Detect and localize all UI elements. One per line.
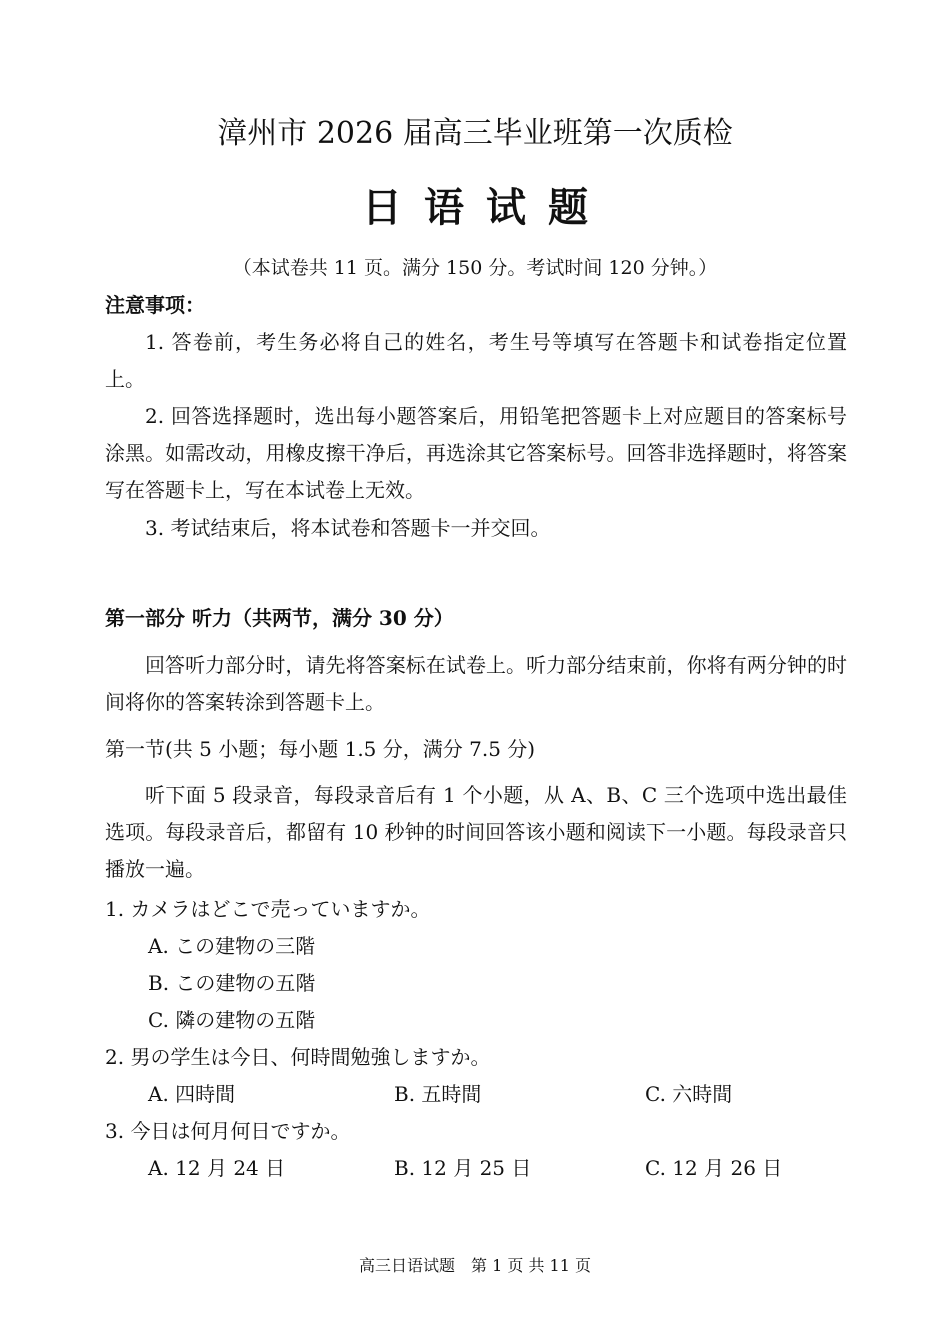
subject-title: 日语试题	[362, 185, 610, 231]
question-2-option-c: C. 六時間	[645, 1082, 733, 1106]
section1-heading: 第一节(共 5 小题；每小题 1.5 分，满分 7.5 分)	[105, 737, 536, 761]
question-1-option-b: B. この建物の五階	[148, 971, 316, 995]
note-item-2: 2. 回答选择题时，选出每小题答案后，用铅笔把答题卡上对应题目的答案标号涂黑。如需改动，用橡皮擦干净后，再选涂其它答案标号。回答非选择题时，将答案写在答题卡上，写在本试卷上无效。	[105, 404, 847, 502]
note-item-3: 3. 考试结束后，将本试卷和答题卡一并交回。	[145, 516, 551, 540]
question-2-option-a: A. 四時間	[148, 1082, 236, 1106]
question-3-option-c: C. 12 月 26 日	[645, 1156, 783, 1180]
question-1-stem: 1. カメラはどこで売っていますか。	[105, 897, 431, 921]
question-3-stem: 3. 今日は何月何日ですか。	[105, 1119, 351, 1143]
section1-intro: 听下面 5 段录音，每段录音后有 1 个小题，从 A、B、C 三个选项中选出最佳选项。每段录音后，都留有 10 秒钟的时间回答该小题和阅读下一小题。每段录音只播放一遍。	[105, 783, 847, 881]
question-2-option-b: B. 五時間	[394, 1082, 482, 1106]
exam-info: （本试卷共 11 页。满分 150 分。考试时间 120 分钟。）	[232, 257, 718, 279]
part1-heading: 第一部分 听力（共两节，满分 30 分）	[105, 606, 454, 630]
exam-title: 漳州市 2026 届高三毕业班第一次质检	[217, 116, 733, 151]
question-3-option-a: A. 12 月 24 日	[148, 1156, 286, 1180]
note-item-1: 1. 答卷前，考生务必将自己的姓名，考生号等填写在答题卡和试卷指定位置上。	[105, 330, 847, 391]
part1-intro: 回答听力部分时，请先将答案标在试卷上。听力部分结束前，你将有两分钟的时间将你的答案转涂到答题卡上。	[105, 653, 847, 714]
question-1-option-a: A. この建物の三階	[148, 934, 316, 958]
question-2-stem: 2. 男の学生は今日、何時間勉強しますか。	[105, 1045, 491, 1069]
notes-heading: 注意事项：	[105, 293, 205, 317]
page-footer: 高三日语试题 第 1 页 共 11 页	[359, 1256, 591, 1275]
question-1-option-c: C. 隣の建物の五階	[148, 1008, 316, 1032]
question-3-option-b: B. 12 月 25 日	[394, 1156, 532, 1180]
